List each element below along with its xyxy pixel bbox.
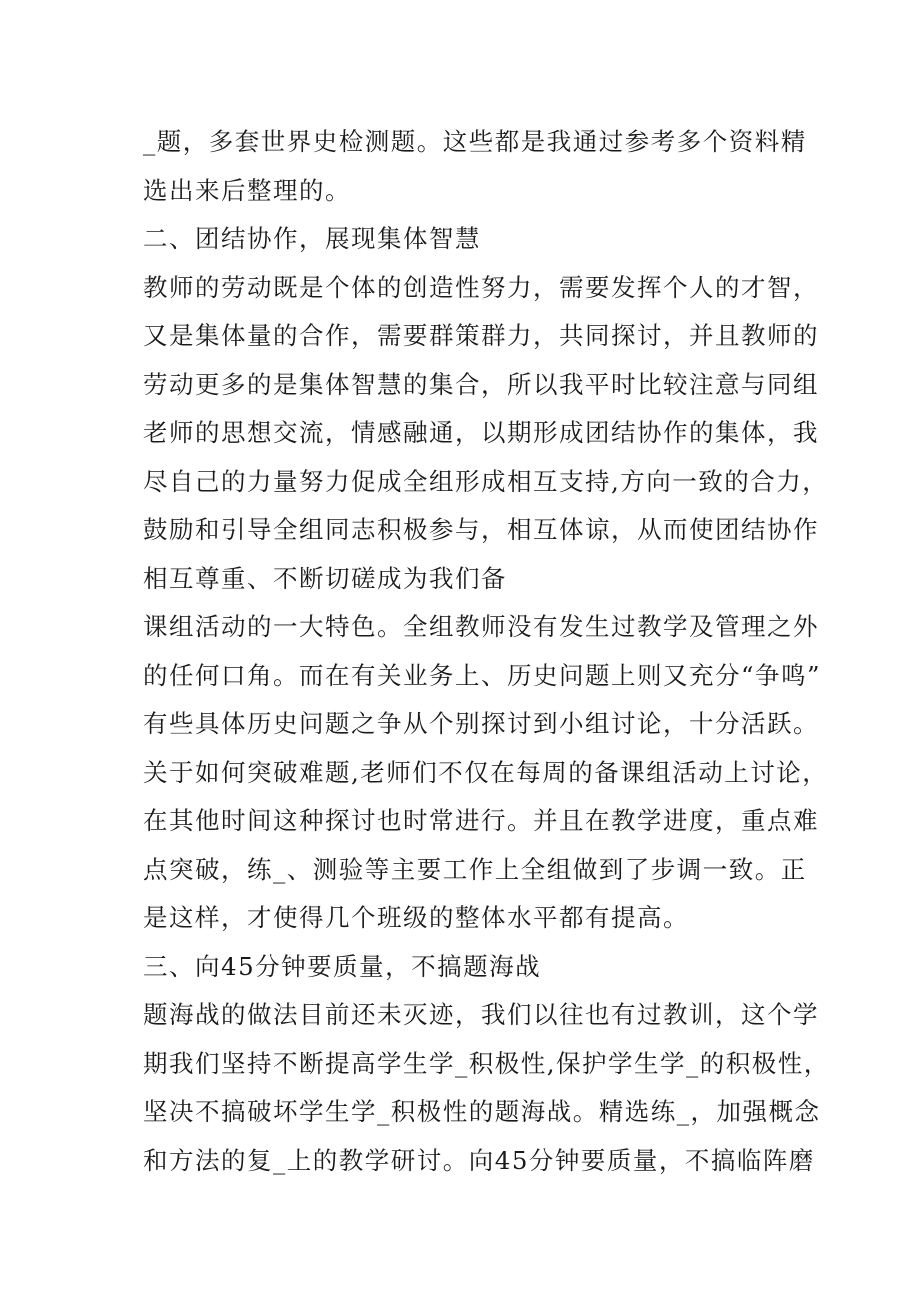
text-line: 在其他时间这种探讨也时常进行。并且在教学进度，重点难 <box>143 806 819 835</box>
text-line: 鼓励和引导全组同志积极参与，相互体谅，从而使团结协作 <box>143 515 819 544</box>
text-line: 相互尊重、不断切磋成为我们备 <box>143 563 507 593</box>
text-line: 有些具体历史问题之争从个别探讨到小组讨论，十分活跃。 <box>143 709 819 738</box>
text-line: 的任何口角。而在有关业务上、历史问题上则又充分“争鸣” <box>143 660 822 690</box>
text-line: 选出来后整理的。 <box>143 175 351 205</box>
text-line: 期我们坚持不断提高学生学_积极性,保护学生学_的积极性， <box>143 1048 830 1078</box>
text-line: 尽自己的力量努力促成全组形成相互支持,方向一致的合力， <box>143 466 829 496</box>
text-line: 劳动更多的是集体智慧的集合，所以我平时比较注意与同组 <box>143 369 819 399</box>
text-line: 和方法的复_上的教学研讨。向45分钟要质量，不搞临阵磨 <box>143 1145 815 1175</box>
document-body <box>143 118 830 1185</box>
text-line: 题海战的做法目前还未灭迹，我们以往也有过教训，这个学 <box>143 1000 819 1029</box>
text-line: 关于如何突破难题,老师们不仅在每周的备课组活动上讨论， <box>143 757 829 787</box>
text-line: 教师的劳动既是个体的创造性努力，需要发挥个人的才智， <box>143 272 819 302</box>
text-line: 坚决不搞破坏学生学_积极性的题海战。精选练_，加强概念 <box>143 1097 821 1126</box>
section-heading: 二、团结协作，展现集体智慧 <box>143 224 481 253</box>
text-line: _题，多套世界史检测题。这些都是我通过参考多个资料精 <box>143 127 807 156</box>
text-line: 是这样，才使得几个班级的整体水平都有提高。 <box>143 903 689 932</box>
text-line: 点突破，练_、测验等主要工作上全组做到了步调一致。正 <box>143 854 807 884</box>
text-line: 又是集体量的合作，需要群策群力，共同探讨，并且教师的 <box>143 321 819 350</box>
text-line: 课组活动的一大特色。全组教师没有发生过教学及管理之外 <box>143 612 819 641</box>
section-heading: 三、向45分钟要质量，不搞题海战 <box>143 951 542 981</box>
text-line: 老师的思想交流，情感融通，以期形成团结协作的集体，我 <box>143 418 819 447</box>
